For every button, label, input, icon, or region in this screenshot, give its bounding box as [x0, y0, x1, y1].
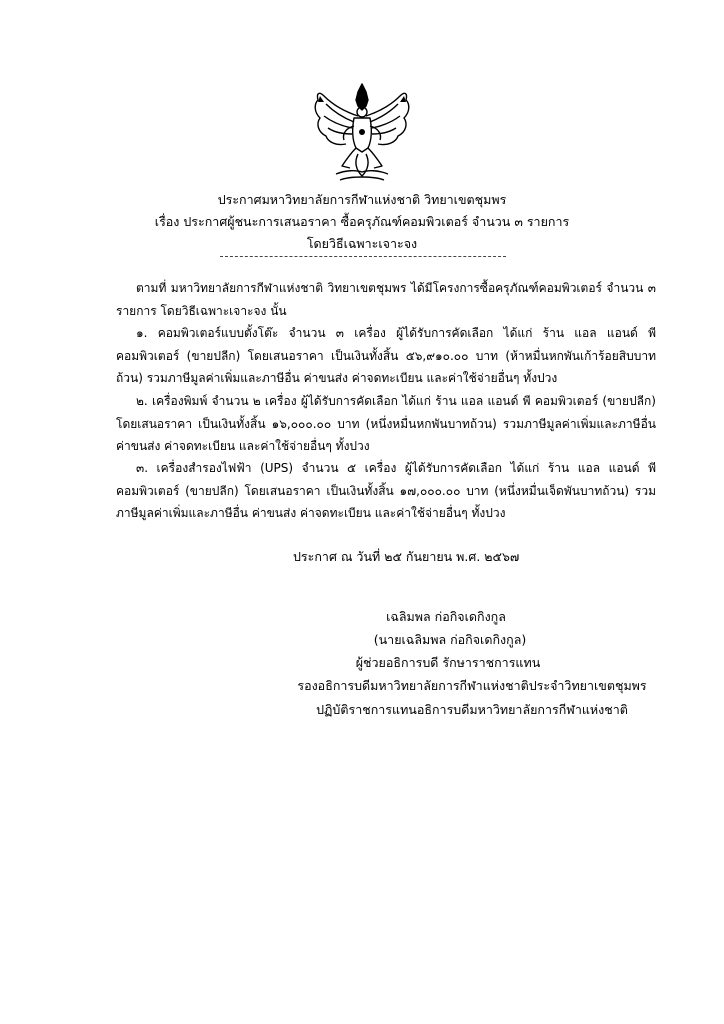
item-1-text: ๑. คอมพิวเตอร์แบบตั้งโต๊ะ จำนวน ๓ เครื่อง ผู้ได้รับการคัดเลือก ได้แก่ ร้าน แอล แอนด์ พี คอมพิวเตอร์ (ขายปลีก) โดยเสนอราคา เป็นเงินทั้งสิ้น ๕๖,๙๑๐.๐๐ บาท (ห้าหมื่นหกพันเก้าร้อยสิบบาทถ้วน) รวมภาษีมูลค่าเพิ่มและภาษีอื่น ค่าขนส่ง ค่าจดทะเบียน และค่าใช้จ่ายอื่นๆ ทั้งปวง: [116, 326, 656, 385]
announcement-subject: เรื่อง ประกาศผู้ชนะการเสนอราคา ซื้อครุภัณฑ์คอมพิวเตอร์ จำนวน ๓ รายการ: [154, 214, 570, 229]
procurement-method: โดยวิธีเฉพาะเจาะจง: [306, 236, 418, 251]
announcement-title: ประกาศมหาวิทยาลัยการกีฬาแห่งชาติ วิทยาเขตชุมพร: [217, 192, 507, 207]
item-2-paragraph: [116, 390, 656, 458]
intro-text: ตามที่ มหาวิทยาลัยการกีฬาแห่งชาติ วิทยาเขตชุมพร ได้มีโครงการซื้อครุภัณฑ์คอมพิวเตอร์ จำนวน ๓ รายการ โดยวิธีเฉพาะเจาะจง นั้น: [116, 281, 656, 318]
intro-paragraph: [116, 277, 656, 322]
signatory-full-name: (นายเฉลิมพล ก่อกิจเดกิงกูล): [373, 632, 527, 647]
item-2-text: ๒. เครื่องพิมพ์ จำนวน ๒ เครื่อง ผู้ได้รับการคัดเลือก ได้แก่ ร้าน แอล แอนด์ พี คอมพิวเตอร์ (ขายปลีก) โดยเสนอราคา เป็นเงินทั้งสิ้น ๑๖,๐๐๐.๐๐ บาท (หนึ่งหมื่นหกพันบาทถ้วน) รวมภาษีมูลค่าเพิ่มและภาษีอื่น ค่าขนส่ง ค่าจดทะเบียน และค่าใช้จ่ายอื่นๆ ทั้งปวง: [116, 394, 656, 453]
signatory-position-1: ผู้ช่วยอธิการบดี รักษาราชการแทน: [355, 655, 541, 670]
garuda-emblem-icon: [306, 82, 418, 184]
item-3-text: ๓. เครื่องสำรองไฟฟ้า (UPS) จำนวน ๕ เครื่อง ผู้ได้รับการคัดเลือก ได้แก่ ร้าน แอล แอนด์ พี คอมพิวเตอร์ (ขายปลีก) โดยเสนอราคา เป็นเงินทั้งสิ้น ๑๗,๐๐๐.๐๐ บาท (หนึ่งหมื่นเจ็ดพันบาทถ้วน) รวมภาษีมูลค่าเพิ่มและภาษีอื่น ค่าขนส่ง ค่าจดทะเบียน และค่าใช้จ่ายอื่นๆ ทั้งปวง: [116, 461, 656, 520]
announcement-date: ประกาศ ณ วันที่ ๒๕ กันยายน พ.ศ. ๒๕๖๗: [293, 549, 520, 564]
signed-name: เฉลิมพล ก่อกิจเดกิงกูล: [386, 609, 506, 624]
item-3-paragraph: [116, 457, 656, 525]
signatory-position-3: ปฏิบัติราชการแทนอธิการบดีมหาวิทยาลัยการกีฬาแห่งชาติ: [316, 702, 628, 717]
item-1-paragraph: [116, 322, 656, 390]
header-divider: [220, 256, 506, 257]
signatory-position-2: รองอธิการบดีมหาวิทยาลัยการกีฬาแห่งชาติประจำวิทยาเขตชุมพร: [297, 678, 647, 693]
